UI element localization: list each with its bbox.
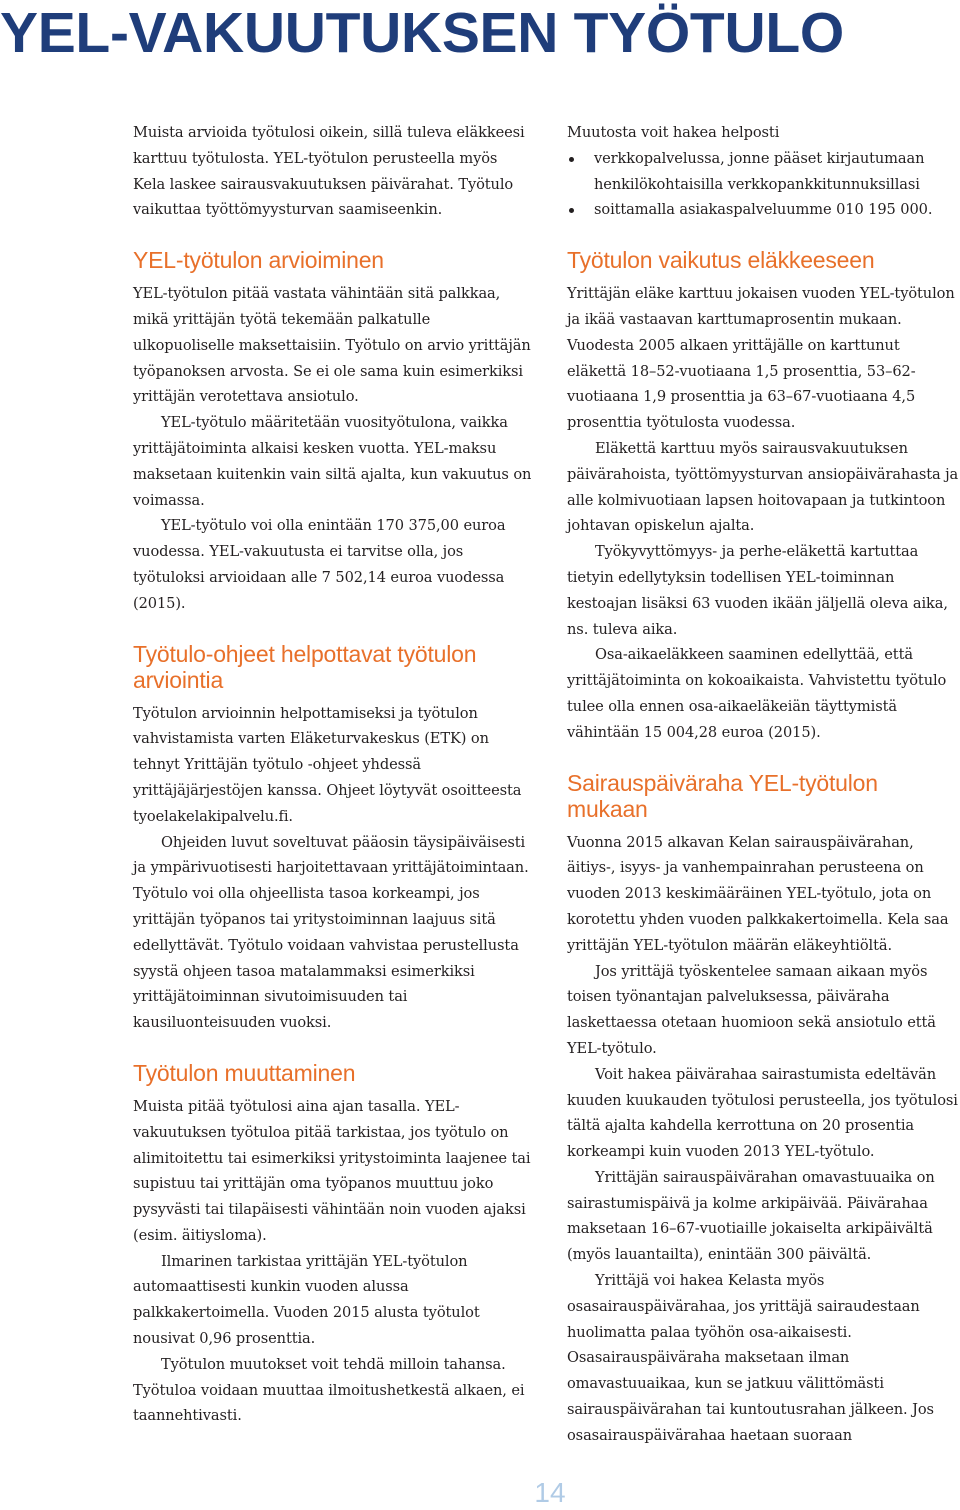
intro-paragraph: Muista arvioida työtulosi oikein, sillä tuleva eläkkeesi karttuu työtulosta. YEL-työtulon perusteella myös Kela laskee sairausvakuutuksen päivärahat. Työtulo vaikuttaa työttömyysturvan saamiseenkin.: [133, 124, 525, 219]
intro-paragraph: Muutosta voit hakea helposti: [567, 124, 780, 141]
paragraph: Voit hakea päivärahaa sairastumista edeltävän kuuden kuukauden työtulosi perusteella, jos työtulosi tältä ajalta kahdella kerrottuna on 20 prosentia korkeampi kuin vuoden 2013 YEL-työtulo.: [567, 1065, 958, 1161]
paragraph: Yrittäjän sairauspäivärahan omavastuuaika on sairastumispäivä ja kolme arkipäivää. Päivärahaa maksetaan 16–67-vuotiaille jokaiselta arkipäivältä (myös lauantailta), enintään 300 päivältä.: [567, 1168, 935, 1264]
paragraph: Osa-aikaeläkkeen saaminen edellyttää, että yrittäjätoiminta on kokoaikaista. Vahvistettu työtulo tulee olla ennen osa-aikaeläkeiän täyttymistä vähintään 15 004,28 euroa (2015).: [567, 646, 947, 741]
paragraph: Eläkettä karttuu myös sairausvakuutuksen päivärahoista, työttömyysturvan ansiopäivärahasta ja alle kolmivuotiaan lapsen hoitovapaan ja tutkintoon johtavan opiskelun ajalta.: [567, 439, 959, 535]
page-number: 14: [534, 1477, 566, 1508]
paragraph: Jos yrittäjä työskentelee samaan aikaan myös toisen työnantajan palveluksessa, päiväraha laskettaessa otetaan huomioon sekä ansiotulo että YEL-työtulo.: [567, 962, 936, 1057]
paragraph: Työtulon arvioinnin helpottamiseksi ja työtulon vahvistamista varten Eläketurvakeskus (ETK) on tehnyt Yrittäjän työtulo -ohjeet yhdessä yrittäjäjärjestöjen kanssa. Ohjeet löytyvät osoitteesta tyoelakelakipalvelu.fi.: [133, 704, 522, 825]
paragraph: YEL-työtulo määritetään vuosityötulona, vaikka yrittäjätoiminta alkaisi kesken vuotta. YEL-maksu maksetaan kuitenkin vain siltä ajalta, kun vakuutus on voimassa.: [133, 414, 532, 509]
paragraph: Työkyvyttömyys- ja perhe-eläkettä kartuttaa tietyin edellytyksin todellisen YEL-toiminnan kestoajan lisäksi 63 vuoden ikään jäljellä oleva aika, ns. tuleva aika.: [567, 543, 948, 638]
paragraph: Yrittäjän eläke karttuu jokaisen vuoden YEL-työtulon ja ikää vastaavan karttumaprosentin mukaan. Vuodesta 2005 alkaen yrittäjälle on karttunut eläkettä 18–52-vuotiaana 1,5 prosenttia, 53–62-vuotiaana 1,9 prosenttia ja 63–67-vuotiaana 4,5 prosenttia työtulosta vuodessa.: [567, 285, 955, 432]
bullet-list: [567, 146, 960, 223]
section-heading: Työtulon muuttaminen: [133, 1059, 356, 1086]
section-heading: Sairauspäiväraha YEL-työtulon mukaan: [567, 769, 878, 822]
page-title: YEL-VAKUUTUKSEN TYÖTULO: [0, 1, 844, 65]
paragraph: YEL-työtulo voi olla enintään 170 375,00 euroa vuodessa. YEL-vakuutusta ei tarvitse olla, jos työtuloksi arvioidaan alle 7 502,14 euroa vuodessa (2015).: [133, 517, 506, 612]
paragraph: YEL-työtulon pitää vastata vähintään sitä palkkaa, mikä yrittäjän työtä tekemään palkatulle ulkopuoliselle maksettaisiin. Työtulo on arvio yrittäjän työpanoksen arvosta. Se ei ole sama kuin esimerkiksi yrittäjän verotettava ansiotulo.: [133, 285, 531, 406]
paragraph: Muista pitää työtulosi aina ajan tasalla. YEL-vakuutuksen työtuloa pitää tarkistaa, jos työtulo on alimitoitettu tai esimerkiksi yritystoiminta laajenee tai supistuu tai yrittäjän oma työpanos muuttuu joko pysyvästi tai tilapäisesti vähintään noin vuoden ajaksi (esim. äitiysloma).: [133, 1097, 531, 1244]
paragraph: Ohjeiden luvut soveltuvat pääosin täysipäiväisesti ja ympärivuotisesti harjoitettavaan yrittäjätoimintaan. Työtulo voi olla ohjeellista tasoa korkeampi, jos yrittäjän työpanos tai yritystoiminnan laajuus sitä edellyttävät. Työtulo voidaan vahvistaa perustellusta syystä ohjeen tasoa matalammaksi esimerkiksi yrittäjätoiminnan sivutoimisuuden tai kausiluonteisuuden vuoksi.: [133, 833, 529, 1032]
paragraph: Työtulon muutokset voit tehdä milloin tahansa. Työtuloa voidaan muuttaa ilmoitushetkestä alkaen, ei taannehtivasti.: [133, 1355, 525, 1425]
left-column: [133, 120, 533, 1429]
section-heading: Työtulo-ohjeet helpottavat työtulon arviointia: [133, 640, 477, 693]
section-heading: Työtulon vaikutus eläkkeeseen: [567, 247, 875, 274]
right-column: [567, 120, 960, 1449]
list-item: soittamalla asiakaspalveluumme 010 195 000.: [567, 197, 960, 223]
list-item: verkkopalvelussa, jonne pääset kirjautumaan henkilökohtaisilla verkkopankkitunnuksillasi: [567, 146, 960, 198]
paragraph: Yrittäjä voi hakea Kelasta myös osasairauspäivärahaa, jos yrittäjä sairaudestaan huolimatta palaa työhön osa-aikaisesti. Osasairauspäiväraha maksetaan ilman omavastuuaikaa, kun se jatkuu välittömästi sairauspäivärahan tai kuntoutusrahan jälkeen. Jos osasairauspäivärahaa haetaan suoraan: [567, 1272, 934, 1444]
paragraph: Vuonna 2015 alkavan Kelan sairauspäivärahan, äitiys-, isyys- ja vanhempainrahan perusteena on vuoden 2013 keskimääräinen YEL-työtulo, jota on korotettu yhden vuoden palkkakertoimella. Kela saa yrittäjän YEL-työtulon määrän eläkeyhtiöltä.: [567, 833, 949, 954]
section-heading: YEL-työtulon arvioiminen: [133, 247, 384, 274]
paragraph: Ilmarinen tarkistaa yrittäjän YEL-työtulon automaattisesti kunkin vuoden alussa palkkakertoimella. Vuoden 2015 alusta työtulot nousivat 0,96 prosenttia.: [133, 1252, 480, 1348]
